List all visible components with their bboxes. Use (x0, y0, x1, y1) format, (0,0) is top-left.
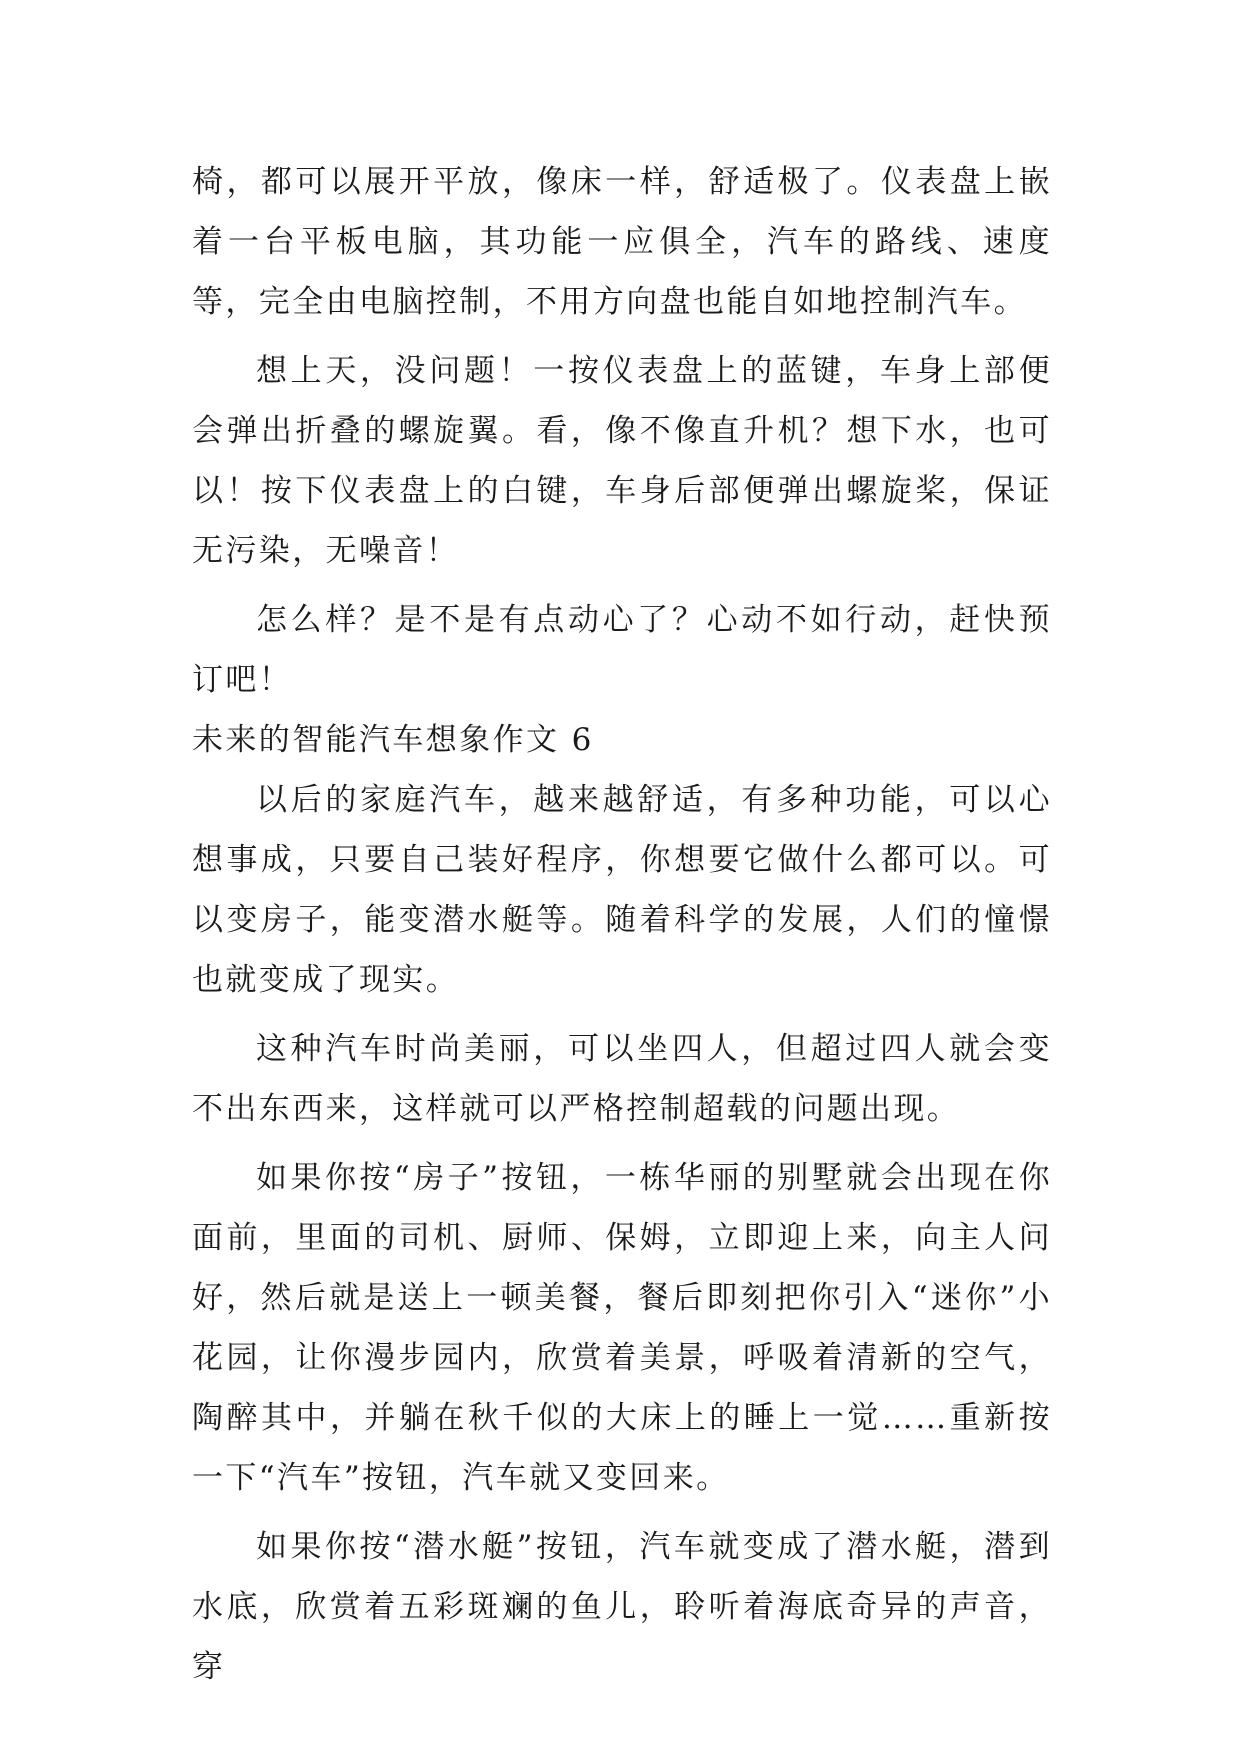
essay-body (192, 152, 1052, 1697)
paragraph-intro: 以后的家庭汽车，越来越舒适，有多种功能，可以心想事成，只要自己装好程序，你想要它做什么都可以。可以变房子，能变潜水艇等。随着科学的发展，人们的憧憬也就变成了现实。 (192, 782, 1052, 998)
paragraph-house-mode: 如果你按“房子”按钮，一栋华丽的别墅就会出现在你面前，里面的司机、厨师、保姆，立即迎上来，向主人问好，然后就是送上一顿美餐，餐后即刻把你引入“迷你”小花园，让你漫步园内，欣赏着美景，呼吸着清新的空气，陶醉其中，并躺在秋千似的大床上的睡上一觉……重新按一下“汽车”按钮，汽车就又变回来。 (192, 1160, 1052, 1496)
paragraph-conclusion: 怎么样？是不是有点动心了？心动不如行动，赶快预订吧！ (192, 602, 1052, 698)
section-title: 未来的智能汽车想象作文 6 (192, 722, 594, 758)
paragraph-capacity: 这种汽车时尚美丽，可以坐四人，但超过四人就会变不出东西来，这样就可以严格控制超载的问题出现。 (192, 1031, 1052, 1127)
paragraph-continuation: 椅，都可以展开平放，像床一样，舒适极了。仪表盘上嵌着一台平板电脑，其功能一应俱全，汽车的路线、速度等，完全由电脑控制，不用方向盘也能自如地控制汽车。 (192, 164, 1052, 320)
paragraph-flight-feature: 想上天，没问题！一按仪表盘上的蓝键，车身上部便会弹出折叠的螺旋翼。看，像不像直升机？想下水，也可以！按下仪表盘上的白键，车身后部便弹出螺旋桨，保证无污染，无噪音！ (192, 353, 1052, 569)
paragraph-submarine-mode: 如果你按“潜水艇”按钮，汽车就变成了潜水艇，潜到水底，欣赏着五彩斑斓的鱼儿，聆听着海底奇异的声音，穿 (192, 1529, 1052, 1685)
